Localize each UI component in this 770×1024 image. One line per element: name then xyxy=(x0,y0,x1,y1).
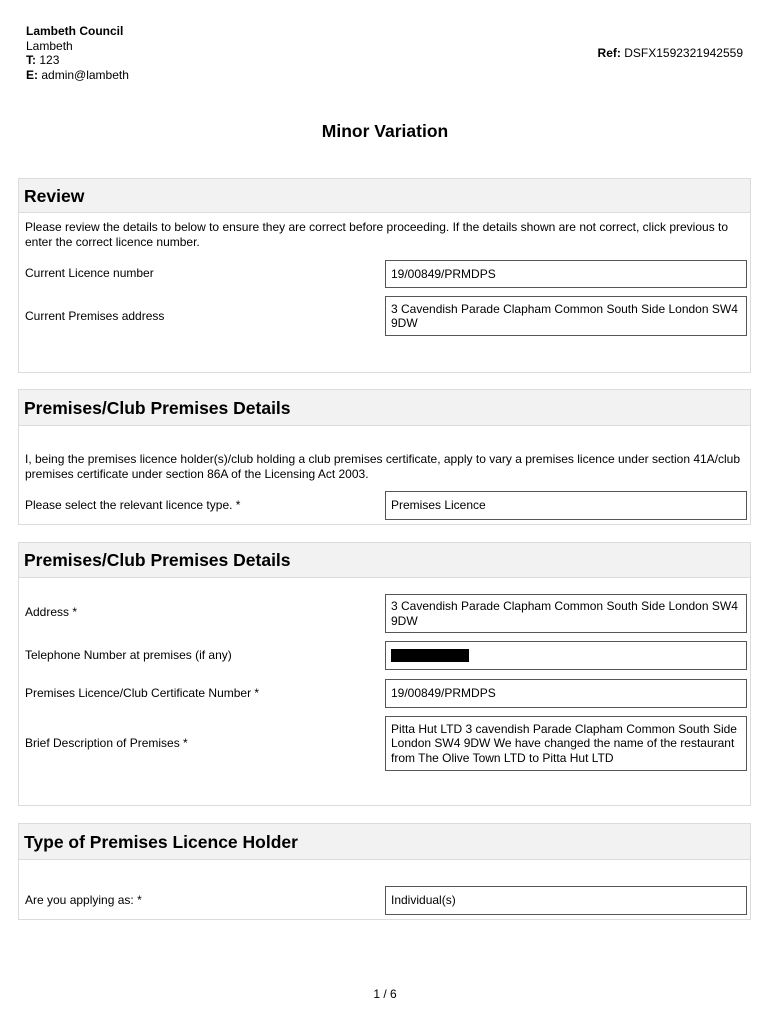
licence-type-value: Premises Licence xyxy=(385,491,747,520)
review-section xyxy=(18,178,751,373)
premises-description-value: Pitta Hut LTD 3 cavendish Parade Clapham Common South Side London SW4 9DW We have changed the name of the restaurant from The Olive Town LTD to Pitta Hut LTD xyxy=(385,716,747,771)
council-phone xyxy=(26,53,129,68)
applying-as-label: Are you applying as: * xyxy=(25,893,142,907)
email-value: admin@lambeth xyxy=(41,67,129,82)
address-label: Address * xyxy=(25,605,78,619)
applying-as-value: Individual(s) xyxy=(385,886,747,915)
current-licence-label: Current Licence number xyxy=(25,266,154,280)
premises-description-label: Brief Description of Premises * xyxy=(25,736,188,750)
phone-value: 123 xyxy=(39,53,60,67)
licence-type-label: Please select the relevant licence type. * xyxy=(25,498,241,512)
certificate-number-value: 19/00849/PRMDPS xyxy=(385,679,747,708)
review-intro: Please review the details to below to ensure they are correct before proceeding. If the details shown are not correct, click previous to enter the correct licence number. xyxy=(25,220,729,249)
redacted-telephone xyxy=(391,649,469,662)
address-value: 3 Cavendish Parade Clapham Common South Side London SW4 9DW xyxy=(385,594,747,633)
licence-holder-section xyxy=(18,823,751,920)
premises-details-section-1 xyxy=(18,389,751,525)
council-name: Lambeth Council xyxy=(26,24,124,38)
current-licence-value: 19/00849/PRMDPS xyxy=(385,260,747,288)
premises-details-heading-1: Premises/Club Premises Details xyxy=(19,390,750,426)
premises-details-section-2 xyxy=(18,542,751,806)
reference-number xyxy=(598,46,743,60)
council-email xyxy=(26,68,129,83)
council-contact-block xyxy=(26,24,129,82)
premises-details-heading-2: Premises/Club Premises Details xyxy=(19,543,750,578)
telephone-label: Telephone Number at premises (if any) xyxy=(25,648,232,662)
current-address-value: 3 Cavendish Parade Clapham Common South Side London SW4 9DW xyxy=(385,296,747,336)
ref-value: DSFX1592321942559 xyxy=(624,46,743,60)
phone-label: T: xyxy=(26,53,36,67)
document-title: Minor Variation xyxy=(321,121,449,141)
council-location: Lambeth xyxy=(26,38,73,53)
page-number: 1 / 6 xyxy=(373,987,397,1001)
review-heading: Review xyxy=(19,179,750,213)
telephone-value-box xyxy=(385,641,747,670)
licence-holder-heading: Type of Premises Licence Holder xyxy=(19,824,750,860)
email-label: E: xyxy=(26,67,38,82)
current-address-label: Current Premises address xyxy=(25,309,165,323)
certificate-number-label: Premises Licence/Club Certificate Number * xyxy=(25,686,260,700)
ref-label: Ref: xyxy=(597,46,621,60)
premises-details-intro: I, being the premises licence holder(s)/club holding a club premises certificate, apply to vary a premises licence under section 41A/club premises certificate under section 86A of the Licensing Act 2003. xyxy=(25,452,741,481)
